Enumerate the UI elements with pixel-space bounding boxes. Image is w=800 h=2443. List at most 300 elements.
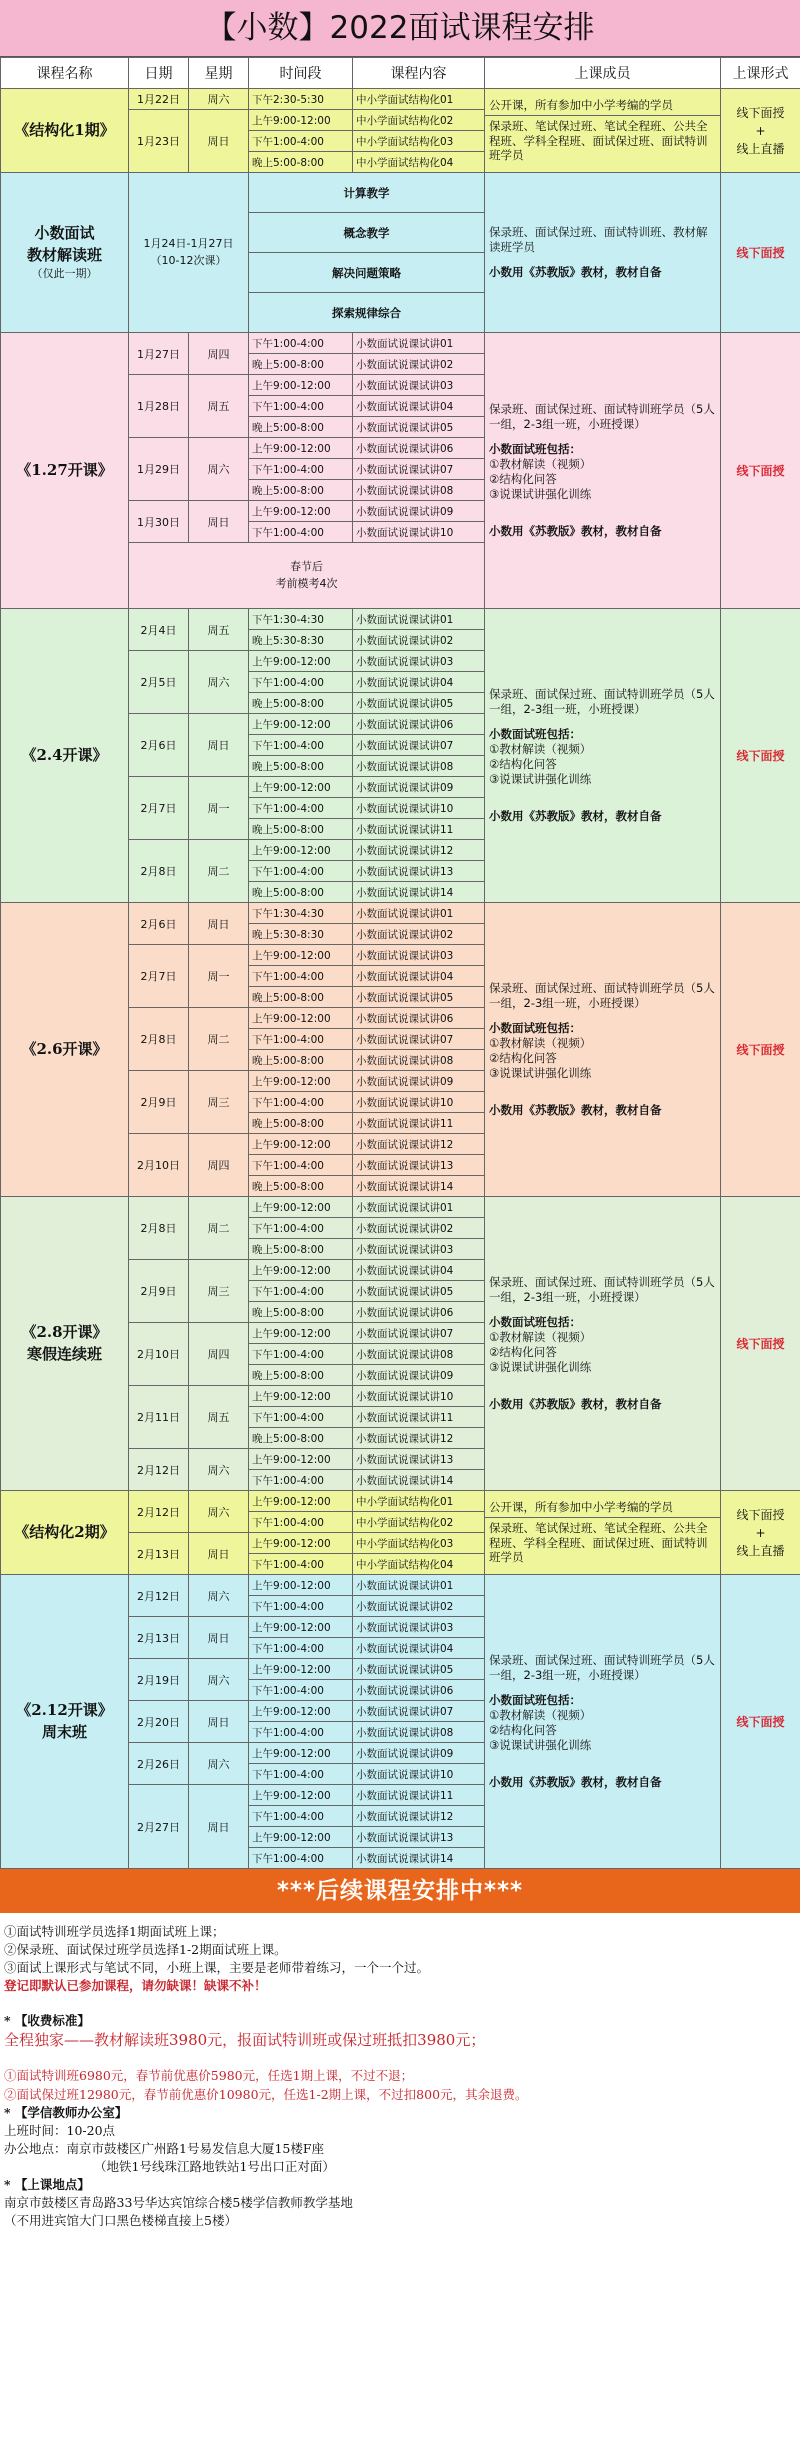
members-line: 小数用《苏教版》教材，教材自备 (489, 1774, 662, 1789)
time-cell: 晚上5:00-8:00 (249, 1302, 353, 1323)
mode-cell (721, 333, 800, 609)
footer-line: 办公地点：南京市鼓楼区广州路1号易发信息大厦15楼F座 (4, 2140, 325, 2156)
members-line: ②结构化问答 (489, 1050, 557, 1065)
mode-line: 线下面授 (736, 1336, 785, 1351)
date-cell: 2月10日 (129, 1134, 189, 1197)
time-cell: 晚上5:00-8:00 (249, 1050, 353, 1071)
weekday-cell: 周六 (189, 1575, 249, 1617)
mode-line: 线下面授 (736, 1042, 785, 1057)
content-cell: 小数面试说课试讲08 (353, 1344, 485, 1365)
session-row (1, 609, 800, 630)
time-cell: 晚上5:00-8:00 (249, 693, 353, 714)
time-cell: 上午9:00-12:00 (249, 1533, 353, 1554)
weekday-cell: 周五 (189, 609, 249, 651)
course-name: 《结构化1期》 (14, 120, 115, 139)
time-cell: 下午1:00-4:00 (249, 672, 353, 693)
members-line: ③说课试讲强化训练 (489, 486, 592, 501)
mode-line: + (755, 123, 766, 138)
weekday-cell: 周四 (189, 1323, 249, 1386)
time-cell: 下午1:00-4:00 (249, 1092, 353, 1113)
footer-line: 登记即默认已参加课程，请勿缺课！缺课不补！ (4, 1978, 267, 1994)
mode-line: 线上直播 (736, 1543, 785, 1558)
content-cell: 小数面试说课试讲07 (353, 459, 485, 480)
topic-cell: 解决问题策略 (249, 253, 485, 293)
time-cell: 晚上5:00-8:00 (249, 1428, 353, 1449)
weekday-cell: 周六 (189, 438, 249, 501)
footer-line: 上班时间：10-20点 (4, 2122, 116, 2138)
date-cell: 2月8日 (129, 840, 189, 903)
spacer (489, 1305, 716, 1315)
time-cell: 下午1:00-4:00 (249, 522, 353, 543)
spacer (4, 1996, 796, 2012)
time-cell: 晚上5:00-8:00 (249, 480, 353, 501)
date-cell: 2月26日 (129, 1743, 189, 1785)
content-cell: 小数面试说课试讲10 (353, 522, 485, 543)
time-cell: 上午9:00-12:00 (249, 1827, 353, 1848)
time-cell: 晚上5:00-8:00 (249, 417, 353, 438)
spacer (489, 432, 716, 442)
members-cell (485, 89, 721, 173)
members-line: 小数用《苏教版》教材，教材自备 (489, 1102, 662, 1117)
note-line: 春节后 (290, 560, 323, 573)
content-cell: 小数面试说课试讲01 (353, 333, 485, 354)
date-cell: 2月6日 (129, 903, 189, 945)
members-cell (485, 903, 721, 1197)
time-cell: 上午9:00-12:00 (249, 1323, 353, 1344)
date-cell: 2月10日 (129, 1323, 189, 1386)
time-cell: 下午1:30-4:30 (249, 903, 353, 924)
content-cell: 小数面试说课试讲09 (353, 501, 485, 522)
spacer (4, 2051, 796, 2067)
members-line: ②结构化问答 (489, 756, 557, 771)
note-line: 考前模考4次 (275, 576, 338, 590)
content-cell: 小数面试说课试讲01 (353, 609, 485, 630)
content-cell: 小数面试说课试讲06 (353, 1680, 485, 1701)
content-cell: 小数面试说课试讲03 (353, 651, 485, 672)
course-name: 小数面试 (34, 223, 95, 242)
members-line: 保录班、面试保过班、面试特训班、教材解读班学员 (489, 225, 708, 255)
date-cell: 2月7日 (129, 777, 189, 840)
members-line: 小数用《苏教版》教材，教材自备 (489, 1396, 662, 1411)
time-cell: 上午9:00-12:00 (249, 1071, 353, 1092)
content-cell: 小数面试说课试讲12 (353, 1134, 485, 1155)
date-cell: 2月9日 (129, 1260, 189, 1323)
weekday-cell: 周四 (189, 1134, 249, 1197)
time-cell: 下午1:00-4:00 (249, 1554, 353, 1575)
session-row (1, 1491, 800, 1512)
footer-line: * 【上课地点】 (4, 2177, 90, 2193)
mode-line: 线下面授 (736, 245, 785, 260)
content-cell: 小数面试说课试讲02 (353, 924, 485, 945)
date-cell: 2月13日 (129, 1617, 189, 1659)
members-line: 公开课，所有参加中小学考编的学员 (485, 98, 720, 116)
time-cell: 下午1:00-4:00 (249, 1344, 353, 1365)
time-cell: 下午1:00-4:00 (249, 1407, 353, 1428)
content-cell: 小数面试说课试讲04 (353, 1638, 485, 1659)
members-line: 小数用《苏教版》教材，教材自备 (489, 264, 662, 279)
footer-line: ②面试保过班12980元，春节前优惠价10980元，任选1-2期上课，不过扣800元，其余退费。 (4, 2086, 528, 2102)
course-name-line2: 寒假连续班 (26, 1344, 102, 1363)
date-cell: 2月9日 (129, 1071, 189, 1134)
members-line: 保录班、笔试保过班、笔试全程班、公共全程班、学科全程班、面试保过班、面试特训班学员 (489, 1520, 708, 1565)
spacer (489, 717, 716, 727)
time-cell: 下午1:00-4:00 (249, 1281, 353, 1302)
content-cell: 小数面试说课试讲10 (353, 1764, 485, 1785)
course-name: 《1.27开课》 (16, 460, 113, 479)
time-cell: 下午1:00-4:00 (249, 459, 353, 480)
date-cell: 2月27日 (129, 1785, 189, 1869)
topic-cell: 概念教学 (249, 213, 485, 253)
time-cell: 上午9:00-12:00 (249, 1386, 353, 1407)
members-line: 公开课，所有参加中小学考编的学员 (485, 1500, 720, 1518)
members-line: 小数面试班包括： (489, 1693, 581, 1708)
date-cell: 1月22日 (129, 89, 189, 110)
time-cell: 上午9:00-12:00 (249, 651, 353, 672)
spacer (489, 1011, 716, 1021)
time-cell: 下午1:00-4:00 (249, 1596, 353, 1617)
time-cell: 晚上5:00-8:00 (249, 987, 353, 1008)
header-members: 上课成员 (485, 58, 721, 89)
time-cell: 下午1:00-4:00 (249, 1848, 353, 1869)
time-cell: 下午1:00-4:00 (249, 1218, 353, 1239)
content-cell: 中小学面试结构化04 (353, 152, 485, 173)
content-cell: 小数面试说课试讲13 (353, 1449, 485, 1470)
time-cell: 下午1:00-4:00 (249, 966, 353, 987)
content-cell: 小数面试说课试讲03 (353, 375, 485, 396)
weekday-cell: 周六 (189, 89, 249, 110)
time-cell: 下午1:00-4:00 (249, 1638, 353, 1659)
mode-cell (721, 173, 800, 333)
content-cell: 小数面试说课试讲05 (353, 1281, 485, 1302)
content-cell: 小数面试说课试讲02 (353, 630, 485, 651)
content-cell: 小数面试说课试讲02 (353, 1596, 485, 1617)
mode-line: + (755, 1525, 766, 1540)
content-cell: 小数面试说课试讲12 (353, 840, 485, 861)
time-cell: 上午9:00-12:00 (249, 375, 353, 396)
spacer (489, 787, 716, 809)
header-content: 课程内容 (353, 58, 485, 89)
time-cell: 下午2:30-5:30 (249, 89, 353, 110)
footer-line: * 【收费标准】 (4, 2012, 90, 2028)
content-cell: 小数面试说课试讲13 (353, 1155, 485, 1176)
header-time-slot: 时间段 (249, 58, 353, 89)
course-name: 《2.12开课》 (16, 1700, 113, 1719)
content-cell: 小数面试说课试讲11 (353, 819, 485, 840)
content-cell: 中小学面试结构化01 (353, 1491, 485, 1512)
members-line: ①教材解读（视频） (489, 1708, 592, 1723)
date-cell: 1月30日 (129, 501, 189, 543)
date-range: 1月24日-1月27日 (143, 237, 234, 250)
time-cell: 上午9:00-12:00 (249, 110, 353, 131)
members-line: 保录班、面试保过班、面试特训班学员（5人一组，2-3组一班，小班授课） (489, 1275, 715, 1305)
date-cell: 2月12日 (129, 1449, 189, 1491)
content-cell: 小数面试说课试讲03 (353, 945, 485, 966)
header-date: 日期 (129, 58, 189, 89)
weekday-cell: 周日 (189, 714, 249, 777)
content-cell: 小数面试说课试讲02 (353, 1218, 485, 1239)
weekday-cell: 周五 (189, 1386, 249, 1449)
content-cell: 小数面试说课试讲05 (353, 987, 485, 1008)
footer-line: ②保录班、面试保过班学员选择1-2期面试班上课。 (4, 1942, 287, 1958)
date-range-sub: （10-12次课） (150, 253, 227, 267)
content-cell: 小数面试说课试讲12 (353, 1428, 485, 1449)
session-row (1, 1197, 800, 1218)
spacer (489, 255, 716, 265)
members-line: 小数用《苏教版》教材，教材自备 (489, 808, 662, 823)
time-cell: 下午1:00-4:00 (249, 396, 353, 417)
time-cell: 下午1:00-4:00 (249, 861, 353, 882)
content-cell: 中小学面试结构化01 (353, 89, 485, 110)
time-cell: 上午9:00-12:00 (249, 438, 353, 459)
time-cell: 晚上5:30-8:30 (249, 630, 353, 651)
members-line: 保录班、面试保过班、面试特训班学员（5人一组，2-3组一班，小班授课） (489, 402, 715, 432)
members-line: ①教材解读（视频） (489, 742, 592, 757)
content-cell: 小数面试说课试讲06 (353, 438, 485, 459)
members-cell (485, 1575, 721, 1869)
time-cell: 晚上5:00-8:00 (249, 819, 353, 840)
footer-line: ①面试特训班学员选择1期面试班上课； (4, 1924, 225, 1939)
schedule-table (0, 57, 800, 1869)
members-line: ②结构化问答 (489, 471, 557, 486)
members-line: ③说课试讲强化训练 (489, 1737, 592, 1752)
content-cell: 小数面试说课试讲07 (353, 735, 485, 756)
content-cell: 小数面试说课试讲08 (353, 1722, 485, 1743)
date-cell: 2月8日 (129, 1197, 189, 1260)
course-name: 《结构化2期》 (14, 1522, 115, 1541)
members-line: ②结构化问答 (489, 1722, 557, 1737)
time-cell: 上午9:00-12:00 (249, 777, 353, 798)
members-line: ③说课试讲强化训练 (489, 771, 592, 786)
weekday-cell: 周六 (189, 1449, 249, 1491)
weekday-cell: 周日 (189, 501, 249, 543)
members-line: 小数用《苏教版》教材，教材自备 (489, 523, 662, 538)
content-cell: 小数面试说课试讲02 (353, 354, 485, 375)
date-cell: 2月12日 (129, 1491, 189, 1533)
note-cell (129, 543, 485, 609)
content-cell: 中小学面试结构化02 (353, 110, 485, 131)
content-cell: 小数面试说课试讲12 (353, 1806, 485, 1827)
course-name-line2: 周末班 (41, 1722, 87, 1741)
mode-line: 线下面授 (736, 463, 785, 478)
content-cell: 小数面试说课试讲11 (353, 1407, 485, 1428)
course-name-cell (1, 89, 129, 173)
time-cell: 晚上5:00-8:00 (249, 756, 353, 777)
content-cell: 小数面试说课试讲09 (353, 777, 485, 798)
content-cell: 小数面试说课试讲09 (353, 1365, 485, 1386)
time-cell: 下午1:00-4:00 (249, 1680, 353, 1701)
mode-cell (721, 1575, 800, 1869)
content-cell: 小数面试说课试讲06 (353, 1008, 485, 1029)
time-cell: 上午9:00-12:00 (249, 1008, 353, 1029)
members-line: ①教材解读（视频） (489, 1036, 592, 1051)
mode-line: 线上直播 (736, 141, 785, 156)
mode-line: 线下面授 (736, 1714, 785, 1729)
time-cell: 晚上5:30-8:30 (249, 924, 353, 945)
content-cell: 小数面试说课试讲09 (353, 1071, 485, 1092)
weekday-cell: 周二 (189, 1197, 249, 1260)
date-cell: 2月4日 (129, 609, 189, 651)
content-cell: 小数面试说课试讲01 (353, 903, 485, 924)
content-cell: 小数面试说课试讲05 (353, 417, 485, 438)
content-cell: 小数面试说课试讲10 (353, 1092, 485, 1113)
content-cell: 小数面试说课试讲08 (353, 1050, 485, 1071)
time-cell: 上午9:00-12:00 (249, 1743, 353, 1764)
time-cell: 上午9:00-12:00 (249, 1491, 353, 1512)
course-name-sub: （仅此一期） (31, 267, 98, 281)
weekday-cell: 周日 (189, 1701, 249, 1743)
members-line: ①教材解读（视频） (489, 1330, 592, 1345)
session-row (1, 333, 800, 354)
page-title: 【小数】2022面试课程安排 (0, 0, 800, 57)
time-cell: 上午9:00-12:00 (249, 1617, 353, 1638)
members-line: 小数面试班包括： (489, 727, 581, 742)
time-cell: 上午9:00-12:00 (249, 1701, 353, 1722)
course-name-cell (1, 1575, 129, 1869)
members-cell (485, 333, 721, 609)
time-cell: 上午9:00-12:00 (249, 1197, 353, 1218)
content-cell: 小数面试说课试讲03 (353, 1617, 485, 1638)
weekday-cell: 周六 (189, 1743, 249, 1785)
mode-cell (721, 903, 800, 1197)
content-cell: 中小学面试结构化03 (353, 1533, 485, 1554)
content-cell: 小数面试说课试讲04 (353, 396, 485, 417)
content-cell: 小数面试说课试讲14 (353, 882, 485, 903)
members-line: 小数面试班包括： (489, 1315, 581, 1330)
content-cell: 小数面试说课试讲06 (353, 714, 485, 735)
weekday-cell: 周六 (189, 651, 249, 714)
session-row (1, 903, 800, 924)
session-row (1, 1575, 800, 1596)
content-cell: 小数面试说课试讲13 (353, 861, 485, 882)
spacer (489, 1683, 716, 1693)
weekday-cell: 周三 (189, 1071, 249, 1134)
time-cell: 晚上5:00-8:00 (249, 1113, 353, 1134)
footer-notes (0, 1913, 800, 2231)
topic-cell: 计算教学 (249, 173, 485, 213)
footer-line: ③面试上课形式与笔试不同，小班上课，主要是老师带着练习，一个一个过。 (4, 1960, 430, 1976)
course-name-cell (1, 173, 129, 333)
weekday-cell: 周日 (189, 1617, 249, 1659)
members-line: ①教材解读（视频） (489, 457, 592, 472)
course-name-cell (1, 609, 129, 903)
weekday-cell: 周四 (189, 333, 249, 375)
time-cell: 晚上5:00-8:00 (249, 354, 353, 375)
members-cell (485, 173, 721, 333)
content-cell: 小数面试说课试讲04 (353, 672, 485, 693)
weekday-cell: 周二 (189, 1008, 249, 1071)
date-cell: 2月5日 (129, 651, 189, 714)
members-line: 保录班、面试保过班、面试特训班学员（5人一组，2-3组一班，小班授课） (489, 1653, 715, 1683)
date-cell: 2月6日 (129, 714, 189, 777)
date-cell: 2月12日 (129, 1575, 189, 1617)
time-cell: 晚上5:00-8:00 (249, 1365, 353, 1386)
time-cell: 下午1:00-4:00 (249, 1722, 353, 1743)
time-cell: 上午9:00-12:00 (249, 945, 353, 966)
content-cell: 小数面试说课试讲04 (353, 966, 485, 987)
time-cell: 晚上5:00-8:00 (249, 882, 353, 903)
course-name-cell (1, 1197, 129, 1491)
time-cell: 上午9:00-12:00 (249, 1785, 353, 1806)
spacer (489, 502, 716, 524)
upcoming-banner: ***后续课程安排中*** (0, 1869, 800, 1913)
course-name-cell (1, 333, 129, 609)
content-cell: 小数面试说课试讲04 (353, 1260, 485, 1281)
course-name: 《2.6开课》 (21, 1039, 108, 1058)
members-line: ③说课试讲强化训练 (489, 1359, 592, 1374)
date-cell: 1月27日 (129, 333, 189, 375)
schedule-body (1, 89, 800, 1869)
members-line: 保录班、面试保过班、面试特训班学员（5人一组，2-3组一班，小班授课） (489, 981, 715, 1011)
time-cell: 晚上5:00-8:00 (249, 152, 353, 173)
footer-line: 全程独家——教材解读班3980元，报面试特训班或保过班抵扣3980元； (4, 2030, 486, 2049)
members-line: 保录班、笔试保过班、笔试全程班、公共全程班、学科全程班、面试保过班、面试特训班学员 (489, 118, 708, 163)
content-cell: 小数面试说课试讲11 (353, 1785, 485, 1806)
content-cell: 小数面试说课试讲10 (353, 798, 485, 819)
header-course-name: 课程名称 (1, 58, 129, 89)
date-cell: 1月28日 (129, 375, 189, 438)
header-mode: 上课形式 (721, 58, 800, 89)
content-cell: 小数面试说课试讲11 (353, 1113, 485, 1134)
time-cell: 上午9:00-12:00 (249, 840, 353, 861)
time-cell: 下午1:00-4:00 (249, 333, 353, 354)
course-name-cell (1, 1491, 129, 1575)
mode-cell (721, 89, 800, 173)
content-cell: 中小学面试结构化03 (353, 131, 485, 152)
content-cell: 小数面试说课试讲07 (353, 1029, 485, 1050)
date-cell: 2月13日 (129, 1533, 189, 1575)
weekday-cell: 周日 (189, 1533, 249, 1575)
course-name-cell (1, 903, 129, 1197)
time-cell: 上午9:00-12:00 (249, 1659, 353, 1680)
spacer (489, 1753, 716, 1775)
weekday-cell: 周六 (189, 1659, 249, 1701)
content-cell: 小数面试说课试讲01 (353, 1575, 485, 1596)
content-cell: 小数面试说课试讲10 (353, 1386, 485, 1407)
mode-line: 线下面授 (736, 1507, 785, 1522)
mode-line: 线下面授 (736, 748, 785, 763)
topic-row (1, 173, 800, 213)
content-cell: 小数面试说课试讲13 (353, 1827, 485, 1848)
date-cell: 1月23日 (129, 110, 189, 173)
topic-cell: 探索规律综合 (249, 293, 485, 333)
time-cell: 下午1:00-4:00 (249, 1470, 353, 1491)
time-cell: 下午1:00-4:00 (249, 735, 353, 756)
spacer (489, 1375, 716, 1397)
members-line: 小数面试班包括： (489, 442, 581, 457)
members-line: ②结构化问答 (489, 1344, 557, 1359)
course-name-line2: 教材解读班 (26, 245, 102, 264)
members-cell (485, 1197, 721, 1491)
time-cell: 下午1:30-4:30 (249, 609, 353, 630)
content-cell: 小数面试说课试讲05 (353, 1659, 485, 1680)
members-line: 小数面试班包括： (489, 1021, 581, 1036)
content-cell: 小数面试说课试讲01 (353, 1197, 485, 1218)
mode-cell (721, 1491, 800, 1575)
weekday-cell: 周日 (189, 903, 249, 945)
content-cell: 小数面试说课试讲14 (353, 1848, 485, 1869)
time-cell: 下午1:00-4:00 (249, 798, 353, 819)
time-cell: 晚上5:00-8:00 (249, 1176, 353, 1197)
content-cell: 小数面试说课试讲03 (353, 1239, 485, 1260)
course-name: 《2.8开课》 (21, 1322, 108, 1341)
mode-cell (721, 609, 800, 903)
time-cell: 上午9:00-12:00 (249, 1575, 353, 1596)
content-cell: 小数面试说课试讲09 (353, 1743, 485, 1764)
time-cell: 下午1:00-4:00 (249, 1155, 353, 1176)
weekday-cell: 周三 (189, 1260, 249, 1323)
time-cell: 上午9:00-12:00 (249, 714, 353, 735)
weekday-cell: 周一 (189, 945, 249, 1008)
